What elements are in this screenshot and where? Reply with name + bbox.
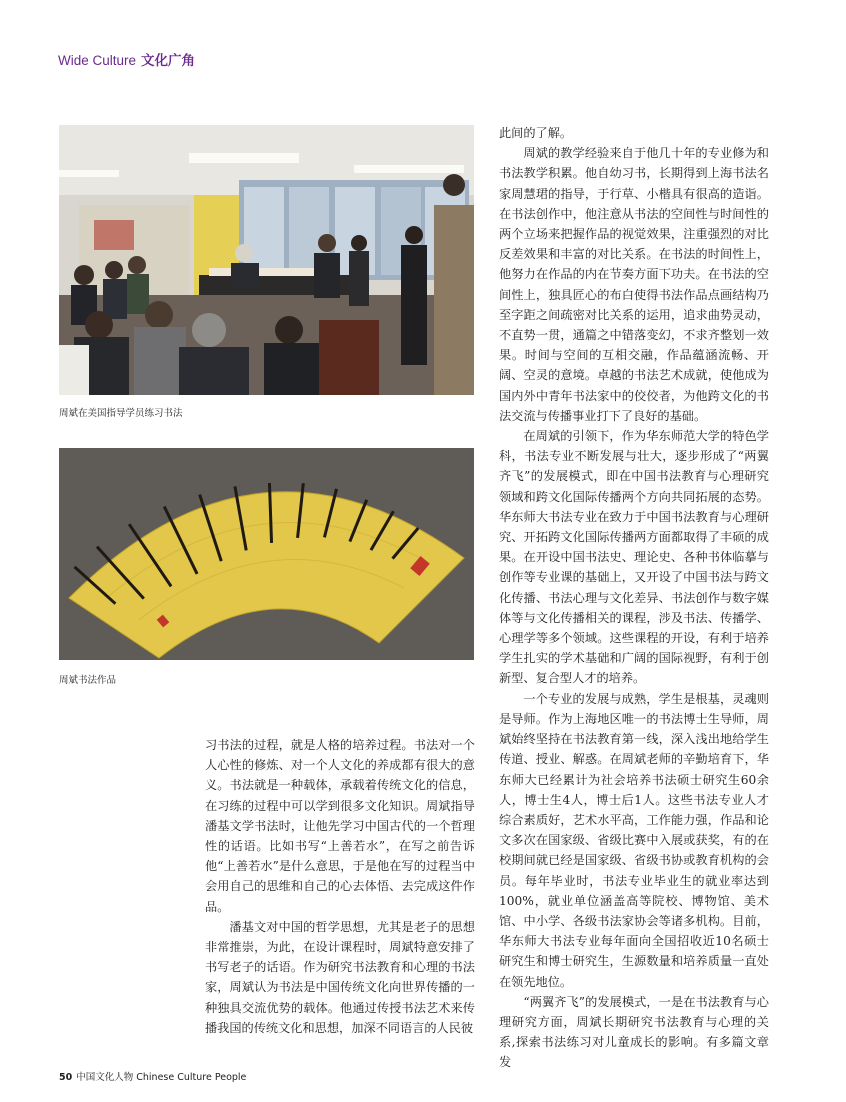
paragraph: 潘基文对中国的哲学思想，尤其是老子的思想非常推崇，为此，在设计课程时，周斌特意安排了书写老子的话语。作为研究书法教育和心理的书法家，周斌认为书法是中国传统文化向世界传播的一种独具交流优势的载体。他通过传授书法艺术来传播我国的传统文化和思想，加深不同语言的人民彼 [205,919,475,1035]
article-column-left [205,735,475,1038]
magazine-name: 中国文化人物 Chinese Culture People [76,1072,247,1083]
section-header [58,49,195,69]
section-label-zh: 文化广角 [141,53,196,68]
article-column-right [499,123,769,1073]
fan-caption: 周斌书法作品 [59,675,117,686]
classroom-photo [59,125,474,395]
paragraph: 周斌的教学经验来自于他几十年的专业修为和书法教学积累。他自幼习书，长期得到上海书法名家周慧珺的指导，于行草、小楷具有很高的造诣。在书法创作中，他注意从书法的空间性与时间性的两个立场来把握作品的视觉效果，注重强烈的对比反差效果和丰富的对比关系。在书法的时间性上，他努力在作品的内在节奏方面下功夫。在书法的空间性上，独具匠心的布白使得书法作品点画结构乃至字距之间疏密对比关系的运用，追求曲势灵动，不直势一贯，通篇之中错落变幻，不求齐整划一效果。时间与空间的互相交融，作品蕴涵流畅、开阔、空灵的意境。卓越的书法艺术成就，使他成为国内外中青年书法家中的佼佼者，为他跨文化的书法交流与传播事业打下了良好的基础。 [499,146,769,423]
page-footer [59,1069,246,1083]
page-number: 50 [59,1072,73,1083]
paragraph: 习书法的过程，就是人格的培养过程。书法对一个人心性的修炼、对一个人文化的养成都有很大的意义。书法就是一种载体，承载着传统文化的信息，在习练的过程中可以学到很多文化知识。周斌指导潘基文学书法时，让他先学习中国古代的一个哲理性的话语。比如书写“上善若水”，在写之前告诉他“上善若水”是什么意思，于是他在写的过程当中会用自己的思维和自己的心去体悟、去完成这件作品。 [205,738,475,914]
paragraph: 此间的了解。 [499,126,573,140]
photo-caption: 周斌在美国指导学员练习书法 [59,408,183,419]
paragraph: 一个专业的发展与成熟，学生是根基，灵魂则是导师。作为上海地区唯一的书法博士生导师，周斌始终坚持在书法教育第一线，深入浅出地给学生传道、授业、解惑。在周斌老师的辛勤培育下，华东师大已经累计为社会培养书法硕士研究生60余人，博士生4人，博士后1人。这些书法专业人才综合素质好，艺术水平高，工作能力强，作品和论文多次在国家级、省级比赛中入展或获奖，有的在校期间就已经是国家级、省级书协或教育机构的会员。每年毕业时，书法专业毕业生的就业率达到100%，就业单位涵盖高等院校、博物馆、美术馆、中小学、各级书法家协会等诸多机构。目前，华东师大书法专业每年面向全国招收近10名硕士研究生和博士研究生，生源数量和培养质量一直处在领先地位。 [499,691,769,989]
paragraph: “两翼齐飞”的发展模式，一是在书法教育与心理研究方面，周斌长期研究书法教育与心理的关系,探索书法练习对儿童成长的影响。有多篇文章发 [499,994,769,1070]
section-label-en: Wide Culture [58,53,137,68]
calligraphy-fan-photo [59,448,474,660]
paragraph: 在周斌的引领下，作为华东师范大学的特色学科，书法专业不断发展与壮大，逐步形成了“两翼齐飞”的发展模式，即在中国书法教育与心理研究领域和跨文化国际传播两个方向共同拓展的态势。华东师大书法专业在致力于中国书法教育与心理研究、开拓跨文化国际传播两方面都取得了丰硕的成果。在开设中国书法史、理论史、各种书体临摹与创作等专业课的基础上，又开设了中国书法与跨文化传播、书法心理与文化差异、书法创作与数字媒体等与文化传播相关的课程，涉及书法、传播学、心理学等多个领域。这些课程的开设，有利于培养学生扎实的学术基础和广阔的国际视野，有利于创新型、复合型人才的培养。 [499,429,769,686]
